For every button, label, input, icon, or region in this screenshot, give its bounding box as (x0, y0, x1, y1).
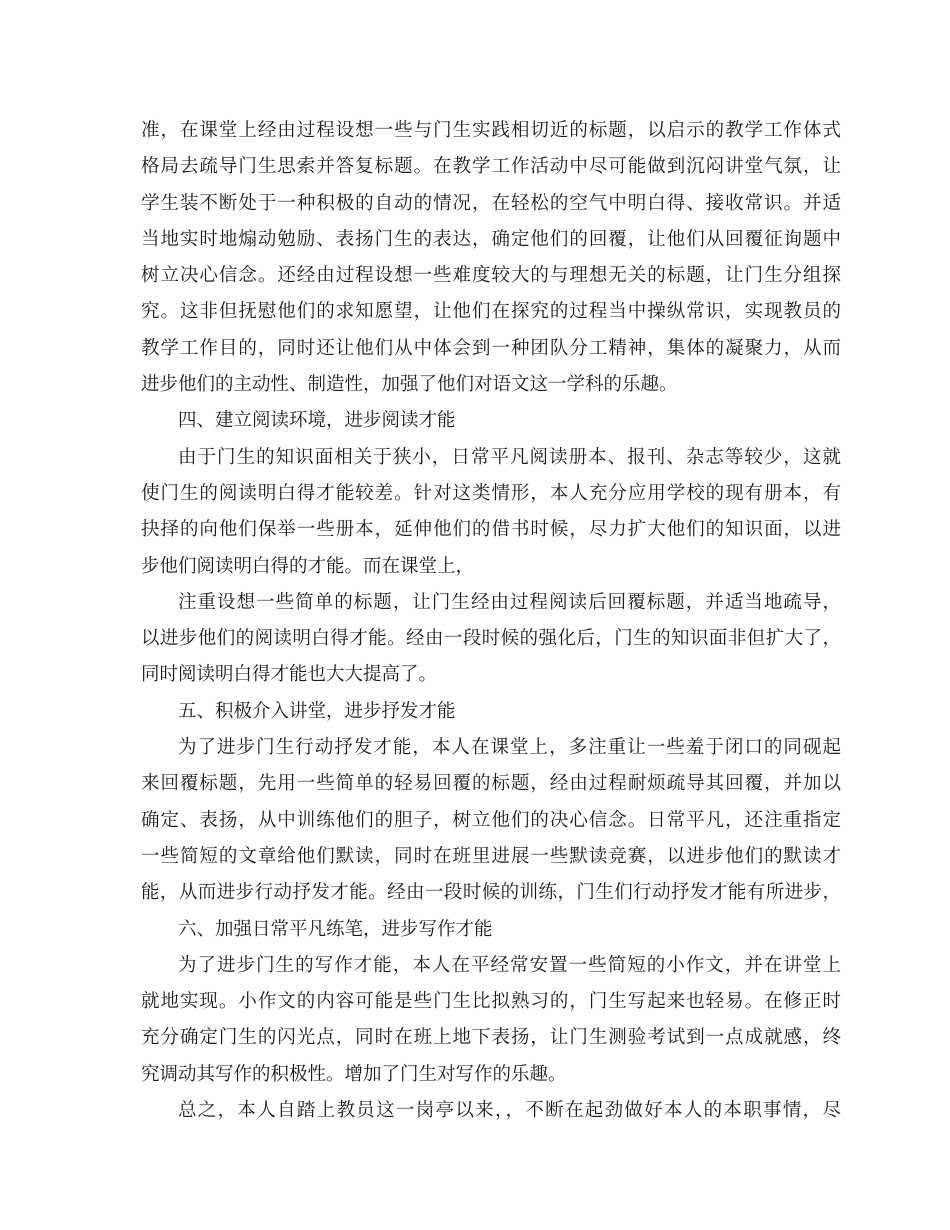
text-line: 学生装不断处于一种积极的自动的情况，在轻松的空气中明白得、接收常识。并适 (141, 192, 841, 214)
text-line: 四、建立阅读环境，进步阅读才能 (178, 410, 456, 432)
text-line: 进步他们的主动性、制造性，加强了他们对语文这一学科的乐趣。 (141, 374, 678, 396)
text-line: 使门生的阅读明白得才能较差。针对这类情形，本人充分应用学校的现有册本，有 (141, 482, 841, 504)
text-line: 五、积极介入讲堂，进步抒发才能 (178, 700, 456, 722)
text-line: 注重设想一些简单的标题，让门生经由过程阅读后回覆标题，并适当地疏导， (178, 591, 841, 613)
text-line: 同时阅读明白得才能也大大提高了。 (141, 664, 438, 686)
text-line: 树立决心信念。还经由过程设想一些难度较大的与理想无关的标题，让门生分组探 (141, 265, 841, 287)
text-line: 以进步他们的阅读明白得才能。经由一段时候的强化后，门生的知识面非但扩大了， (141, 628, 841, 650)
document-body (141, 113, 841, 1129)
text-line: 能，从而进步行动抒发才能。经由一段时候的训练，门生们行动抒发才能有所进步， (141, 882, 841, 904)
text-line: 由于门生的知识面相关于狭小，日常平凡阅读册本、报刊、杂志等较少，这就 (178, 446, 841, 468)
text-line: 总之，本人自踏上教员这一岗亭以来，，不断在起劲做好本人的本职事情，尽 (178, 1100, 841, 1122)
text-line: 究调动其写作的积极性。增加了门生对写作的乐趣。 (141, 1063, 567, 1085)
text-line: 步他们阅读明白得的才能。而在课堂上， (141, 555, 475, 577)
text-line: 格局去疏导门生思索并答复标题。在教学工作活动中尽可能做到沉闷讲堂气氛，让 (141, 156, 841, 178)
text-line: 为了进步门生的写作才能，本人在平经常安置一些简短的小作文，并在讲堂上 (178, 954, 841, 976)
text-line: 一些简短的文章给他们默读，同时在班里进展一些默读竞赛，以进步他们的默读才 (141, 845, 841, 867)
text-line: 抉择的向他们保举一些册本，延伸他们的借书时候，尽力扩大他们的知识面，以进 (141, 519, 841, 541)
text-line: 准，在课堂上经由过程设想一些与门生实践相切近的标题，以启示的教学工作体式 (141, 120, 841, 141)
text-line: 教学工作目的，同时还让他们从中体会到一种团队分工精神，集体的凝聚力，从而 (141, 337, 841, 359)
text-line: 当地实时地煽动勉励、表扬门生的表达，确定他们的回覆，让他们从回覆征询题中 (141, 228, 841, 250)
text-line: 来回覆标题，先用一些简单的轻易回覆的标题，经由过程耐烦疏导其回覆，并加以 (141, 773, 841, 795)
text-line: 六、加强日常平凡练笔，进步写作才能 (178, 918, 493, 940)
text-line: 确定、表扬，从中训练他们的胆子，树立他们的决心信念。日常平凡，还注重指定 (141, 809, 841, 831)
text-line: 充分确定门生的闪光点，同时在班上地下表扬，让门生测验考试到一点成就感，终 (141, 1027, 841, 1049)
text-line: 究。这非但抚慰他们的求知愿望，让他们在探究的过程当中操纵常识，实现教员的 (141, 301, 841, 323)
text-line: 为了进步门生行动抒发才能，本人在课堂上，多注重让一些羞于闭口的同砚起 (178, 737, 841, 759)
text-line: 就地实现。小作文的内容可能是些门生比拟熟习的，门生写起来也轻易。在修正时 (141, 991, 841, 1013)
